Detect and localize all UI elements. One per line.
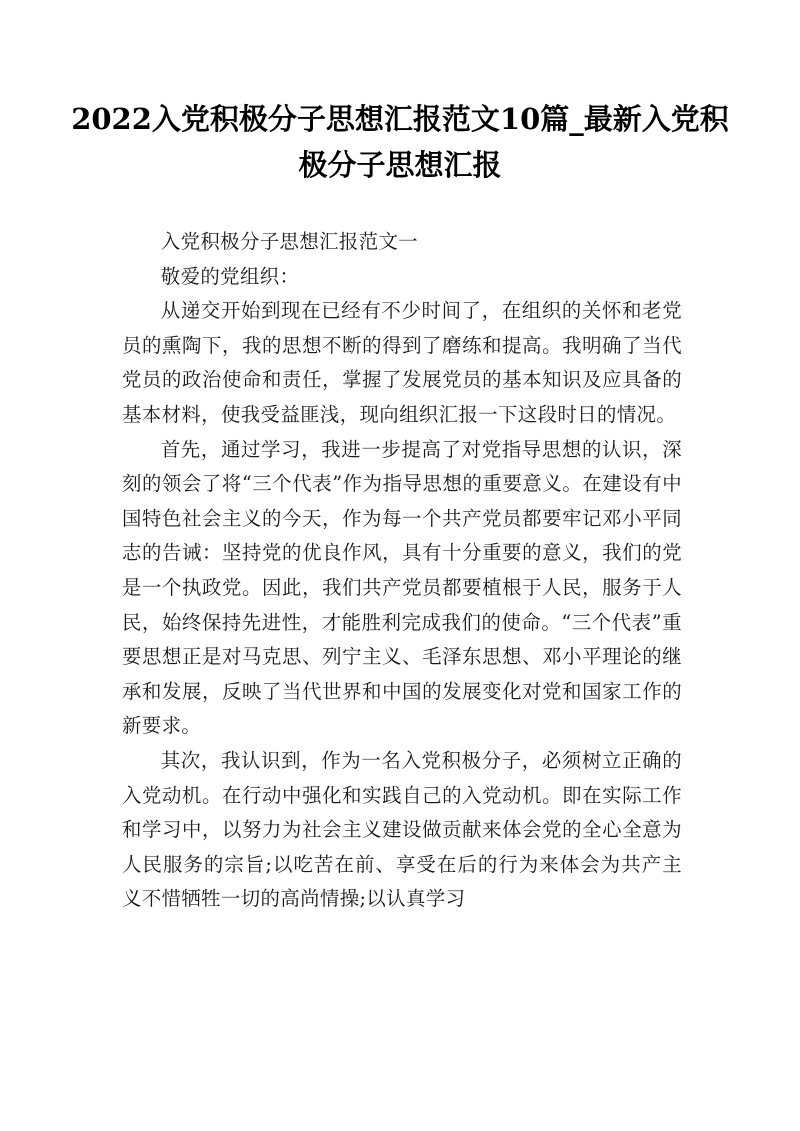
salutation: 敬爱的党组织：	[160, 264, 300, 288]
section-heading: 入党积极分子思想汇报范文一	[160, 230, 419, 253]
paragraph-second: 其次，我认识到，作为一名入党积极分子，必须树立正确的入党动机。在行动中强化和实践自己的入党动机。即在实际工作和学习中，以努力为社会主义建设做贡献来体会党的全心全意为人民服务的宗旨;以吃苦在前、享受在后的行为来体会为共产主义不惜牺牲一切的高尚情操;以认真学习	[122, 748, 682, 911]
paragraph-intro: 从递交开始到现在已经有不少时间了，在组织的关怀和老党员的熏陶下，我的思想不断的得到了磨练和提高。我明确了当代党员的政治使命和责任，掌握了发展党员的基本知识及应具备的基本材料，使我受益匪浅，现向组织汇报一下这段时日的情况。	[122, 299, 682, 426]
paragraph-first: 首先，通过学习，我进一步提高了对党指导思想的认识，深刻的领会了将“三个代表”作为指导思想的重要意义。在建设有中国特色社会主义的今天，作为每一个共产党员都要牢记邓小平同志的告诫：坚持党的优良作风，具有十分重要的意义，我们的党是一个执政党。因此，我们共产党员都要植根于人民，服务于人民，始终保持先进性，才能胜利完成我们的使命。“三个代表”重要思想正是对马克思、列宁主义、毛泽东思想、邓小平理论的继承和发展，反映了当代世界和中国的发展变化对党和国家工作的新要求。	[122, 437, 682, 738]
document-title: 2022入党积极分子思想汇报范文10篇_最新入党积极分子思想汇报	[71, 102, 729, 182]
document-body	[122, 225, 682, 917]
